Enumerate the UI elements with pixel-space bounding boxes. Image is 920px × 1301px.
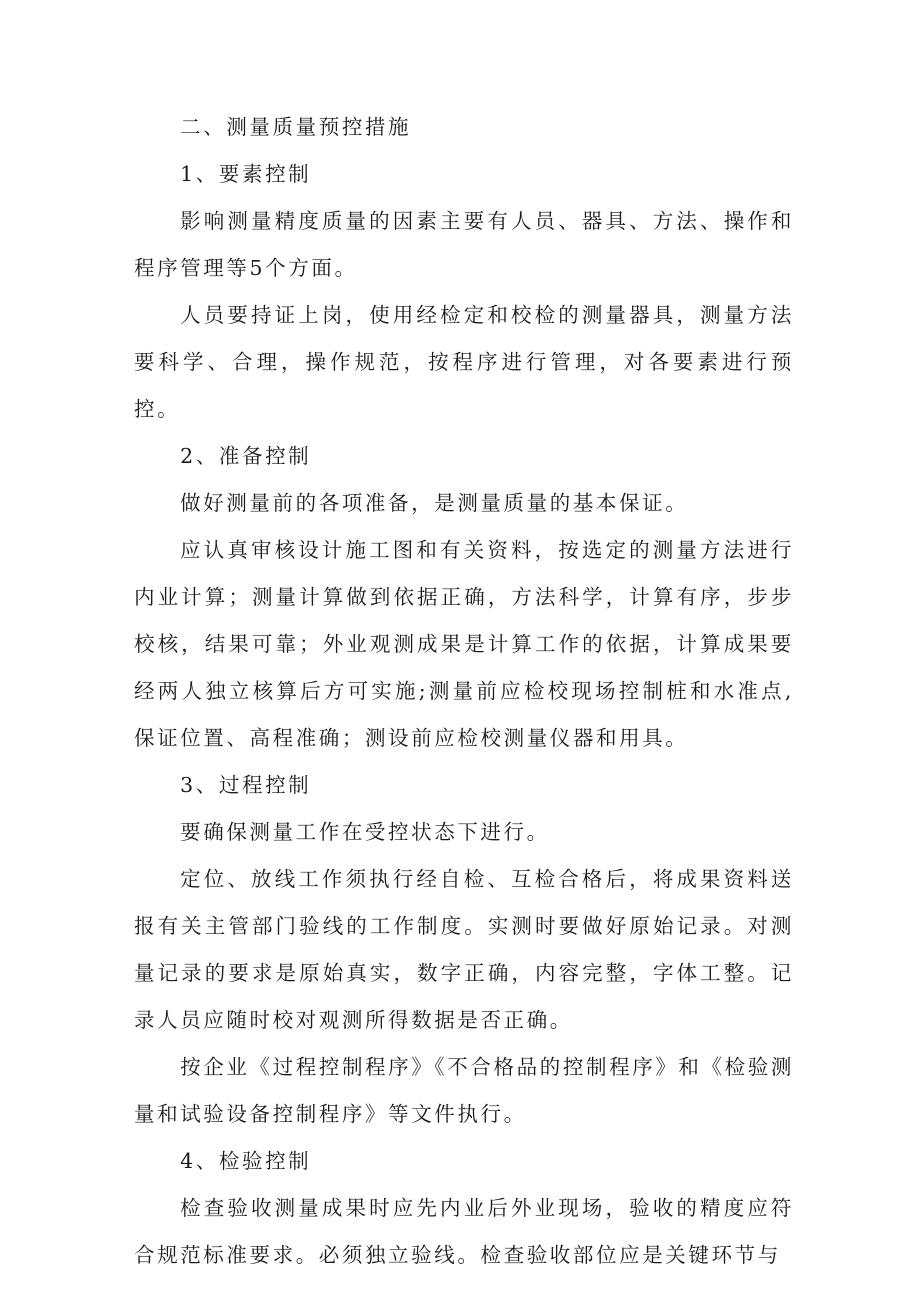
section-title: 二、测量质量预控措施 — [180, 115, 412, 139]
subsection-heading-1: 1、要素控制 — [180, 162, 312, 186]
paragraph: 按企业《过程控制程序》《不合格品的控制程序》和《检验测量和试验设备控制程序》等文件执行。 — [134, 1055, 794, 1126]
paragraph: 检查验收测量成果时应先内业后外业现场，验收的精度应符合规范标准要求。必须独立验线。检查验收部位应是关键环节与 — [134, 1196, 794, 1267]
paragraph: 应认真审核设计施工图和有关资料，按选定的测量方法进行内业计算；测量计算做到依据正确，方法科学，计算有序，步步校核，结果可靠；外业观测成果是计算工作的依据，计算成果要经两人独立核算后方可实施;测量前应检校现场控制桩和水准点,保证位置、高程准确；测设前应检校测量仪器和用具。 — [134, 538, 794, 750]
paragraph: 人员要持证上岗，使用经检定和校检的测量器具，测量方法要科学、合理，操作规范，按程序进行管理，对各要素进行预控。 — [134, 303, 794, 421]
subsection-heading-2: 2、准备控制 — [180, 444, 312, 468]
paragraph: 要确保测量工作在受控状态下进行。 — [180, 820, 550, 844]
subsection-heading-4: 4、检验控制 — [180, 1149, 312, 1173]
subsection-heading-3: 3、过程控制 — [180, 773, 312, 797]
paragraph: 做好测量前的各项准备，是测量质量的基本保证。 — [180, 491, 689, 515]
paragraph: 定位、放线工作须执行经自检、互检合格后，将成果资料送报有关主管部门验线的工作制度。实测时要做好原始记录。对测量记录的要求是原始真实，数字正确，内容完整，字体工整。记录人员应随时校对观测所得数据是否正确。 — [134, 867, 794, 1032]
paragraph: 影响测量精度质量的因素主要有人员、器具、方法、操作和程序管理等5个方面。 — [134, 209, 794, 280]
document-body — [134, 104, 794, 1279]
